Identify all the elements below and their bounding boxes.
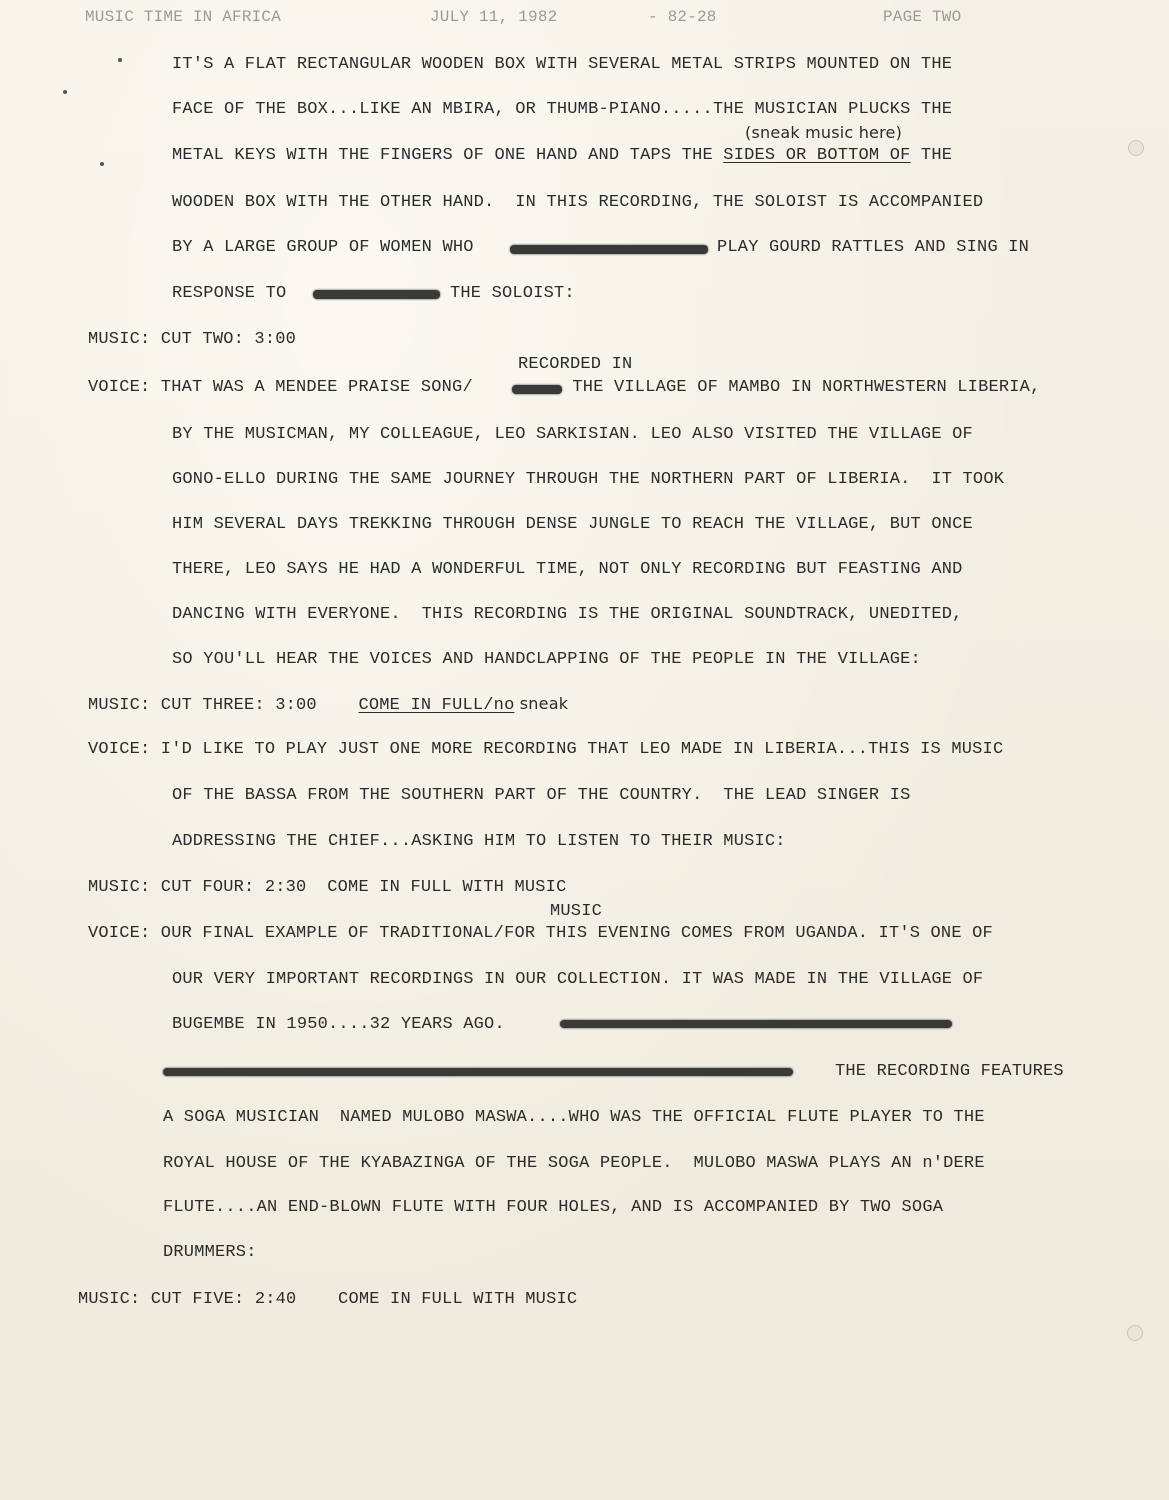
text-line: VOICE: OUR FINAL EXAMPLE OF TRADITIONAL/FOR THIS EVENING COMES FROM UGANDA. IT'S ONE OF: [88, 924, 993, 943]
stray-mark: [100, 162, 104, 166]
header-page: PAGE TWO: [883, 8, 962, 26]
text-line: OUR VERY IMPORTANT RECORDINGS IN OUR COLLECTION. IT WAS MADE IN THE VILLAGE OF: [172, 970, 984, 989]
text-line: HIM SEVERAL DAYS TREKKING THROUGH DENSE JUNGLE TO REACH THE VILLAGE, BUT ONCE: [172, 515, 973, 534]
margin-annotation: RECORDED IN: [518, 355, 633, 374]
handwritten-segment: sneak: [514, 694, 569, 713]
music-cue: MUSIC: CUT FIVE: 2:40 COME IN FULL WITH MUSIC: [78, 1290, 578, 1309]
text-line: RESPONSE TO: [172, 284, 287, 303]
text-segment: METAL KEYS WITH THE FINGERS OF ONE HAND AND TAPS THE: [172, 146, 724, 165]
music-cue: [88, 694, 568, 716]
text-segment: MUSIC: CUT THREE: 3:00: [88, 696, 359, 715]
punch-hole: [1128, 140, 1144, 156]
text-line: PLAY GOURD RATTLES AND SING IN: [717, 238, 1030, 257]
text-line: THERE, LEO SAYS HE HAD A WONDERFUL TIME, NOT ONLY RECORDING BUT FEASTING AND: [172, 560, 963, 579]
header-date: JULY 11, 1982: [430, 8, 558, 26]
underlined-segment: COME IN FULL/no: [358, 696, 515, 715]
text-line: VOICE: I'D LIKE TO PLAY JUST ONE MORE RECORDING THAT LEO MADE IN LIBERIA...THIS IS MUSIC: [88, 740, 1004, 759]
header-program: MUSIC TIME IN AFRICA: [85, 8, 282, 26]
redaction-mark: [163, 1068, 793, 1076]
text-line: DANCING WITH EVERYONE. THIS RECORDING IS THE ORIGINAL SOUNDTRACK, UNEDITED,: [172, 605, 963, 624]
stray-mark: [118, 58, 122, 62]
text-segment: THE: [910, 146, 953, 165]
text-line: THE VILLAGE OF MAMBO IN NORTHWESTERN LIBERIA,: [562, 378, 1041, 397]
redaction-mark: [560, 1020, 952, 1028]
text-line: ADDRESSING THE CHIEF...ASKING HIM TO LISTEN TO THEIR MUSIC:: [172, 832, 786, 851]
text-line: IT'S A FLAT RECTANGULAR WOODEN BOX WITH SEVERAL METAL STRIPS MOUNTED ON THE: [172, 55, 953, 74]
text-line: VOICE: THAT WAS A MENDEE PRAISE SONG/: [88, 378, 473, 397]
redaction-mark: [510, 245, 708, 254]
header-number: - 82-28: [648, 8, 717, 26]
text-line: A SOGA MUSICIAN NAMED MULOBO MASWA....WHO WAS THE OFFICIAL FLUTE PLAYER TO THE: [163, 1108, 985, 1127]
text-line: THE SOLOIST:: [450, 284, 575, 303]
text-line: FLUTE....AN END-BLOWN FLUTE WITH FOUR HOLES, AND IS ACCOMPANIED BY TWO SOGA: [163, 1198, 944, 1217]
music-cue: MUSIC: CUT TWO: 3:00: [88, 330, 297, 349]
text-line: ROYAL HOUSE OF THE KYABAZINGA OF THE SOGA PEOPLE. MULOBO MASWA PLAYS AN n'DERE: [163, 1154, 985, 1173]
text-line: [172, 146, 952, 166]
stray-mark: [63, 90, 67, 94]
text-line: FACE OF THE BOX...LIKE AN MBIRA, OR THUMB-PIANO.....THE MUSICIAN PLUCKS THE: [172, 100, 953, 119]
text-line: DRUMMERS:: [163, 1243, 257, 1262]
text-line: SO YOU'LL HEAR THE VOICES AND HANDCLAPPING OF THE PEOPLE IN THE VILLAGE:: [172, 650, 921, 669]
text-line: BUGEMBE IN 1950....32 YEARS AGO.: [172, 1015, 505, 1034]
margin-annotation: MUSIC: [550, 902, 603, 921]
margin-annotation: (sneak music here): [745, 123, 903, 142]
text-line: THE RECORDING FEATURES: [835, 1062, 1064, 1081]
text-line: BY THE MUSICMAN, MY COLLEAGUE, LEO SARKISIAN. LEO ALSO VISITED THE VILLAGE OF: [172, 425, 973, 444]
text-line: OF THE BASSA FROM THE SOUTHERN PART OF THE COUNTRY. THE LEAD SINGER IS: [172, 786, 911, 805]
punch-hole: [1127, 1325, 1143, 1341]
text-line: GONO-ELLO DURING THE SAME JOURNEY THROUGH THE NORTHERN PART OF LIBERIA. IT TOOK: [172, 470, 1005, 489]
text-line: WOODEN BOX WITH THE OTHER HAND. IN THIS RECORDING, THE SOLOIST IS ACCOMPANIED: [172, 193, 984, 212]
text-line: BY A LARGE GROUP OF WOMEN WHO: [172, 238, 474, 257]
underlined-segment: SIDES OR BOTTOM OF: [723, 146, 911, 165]
redaction-mark: [512, 385, 562, 394]
redaction-mark: [313, 290, 440, 299]
music-cue: MUSIC: CUT FOUR: 2:30 COME IN FULL WITH MUSIC: [88, 878, 567, 897]
